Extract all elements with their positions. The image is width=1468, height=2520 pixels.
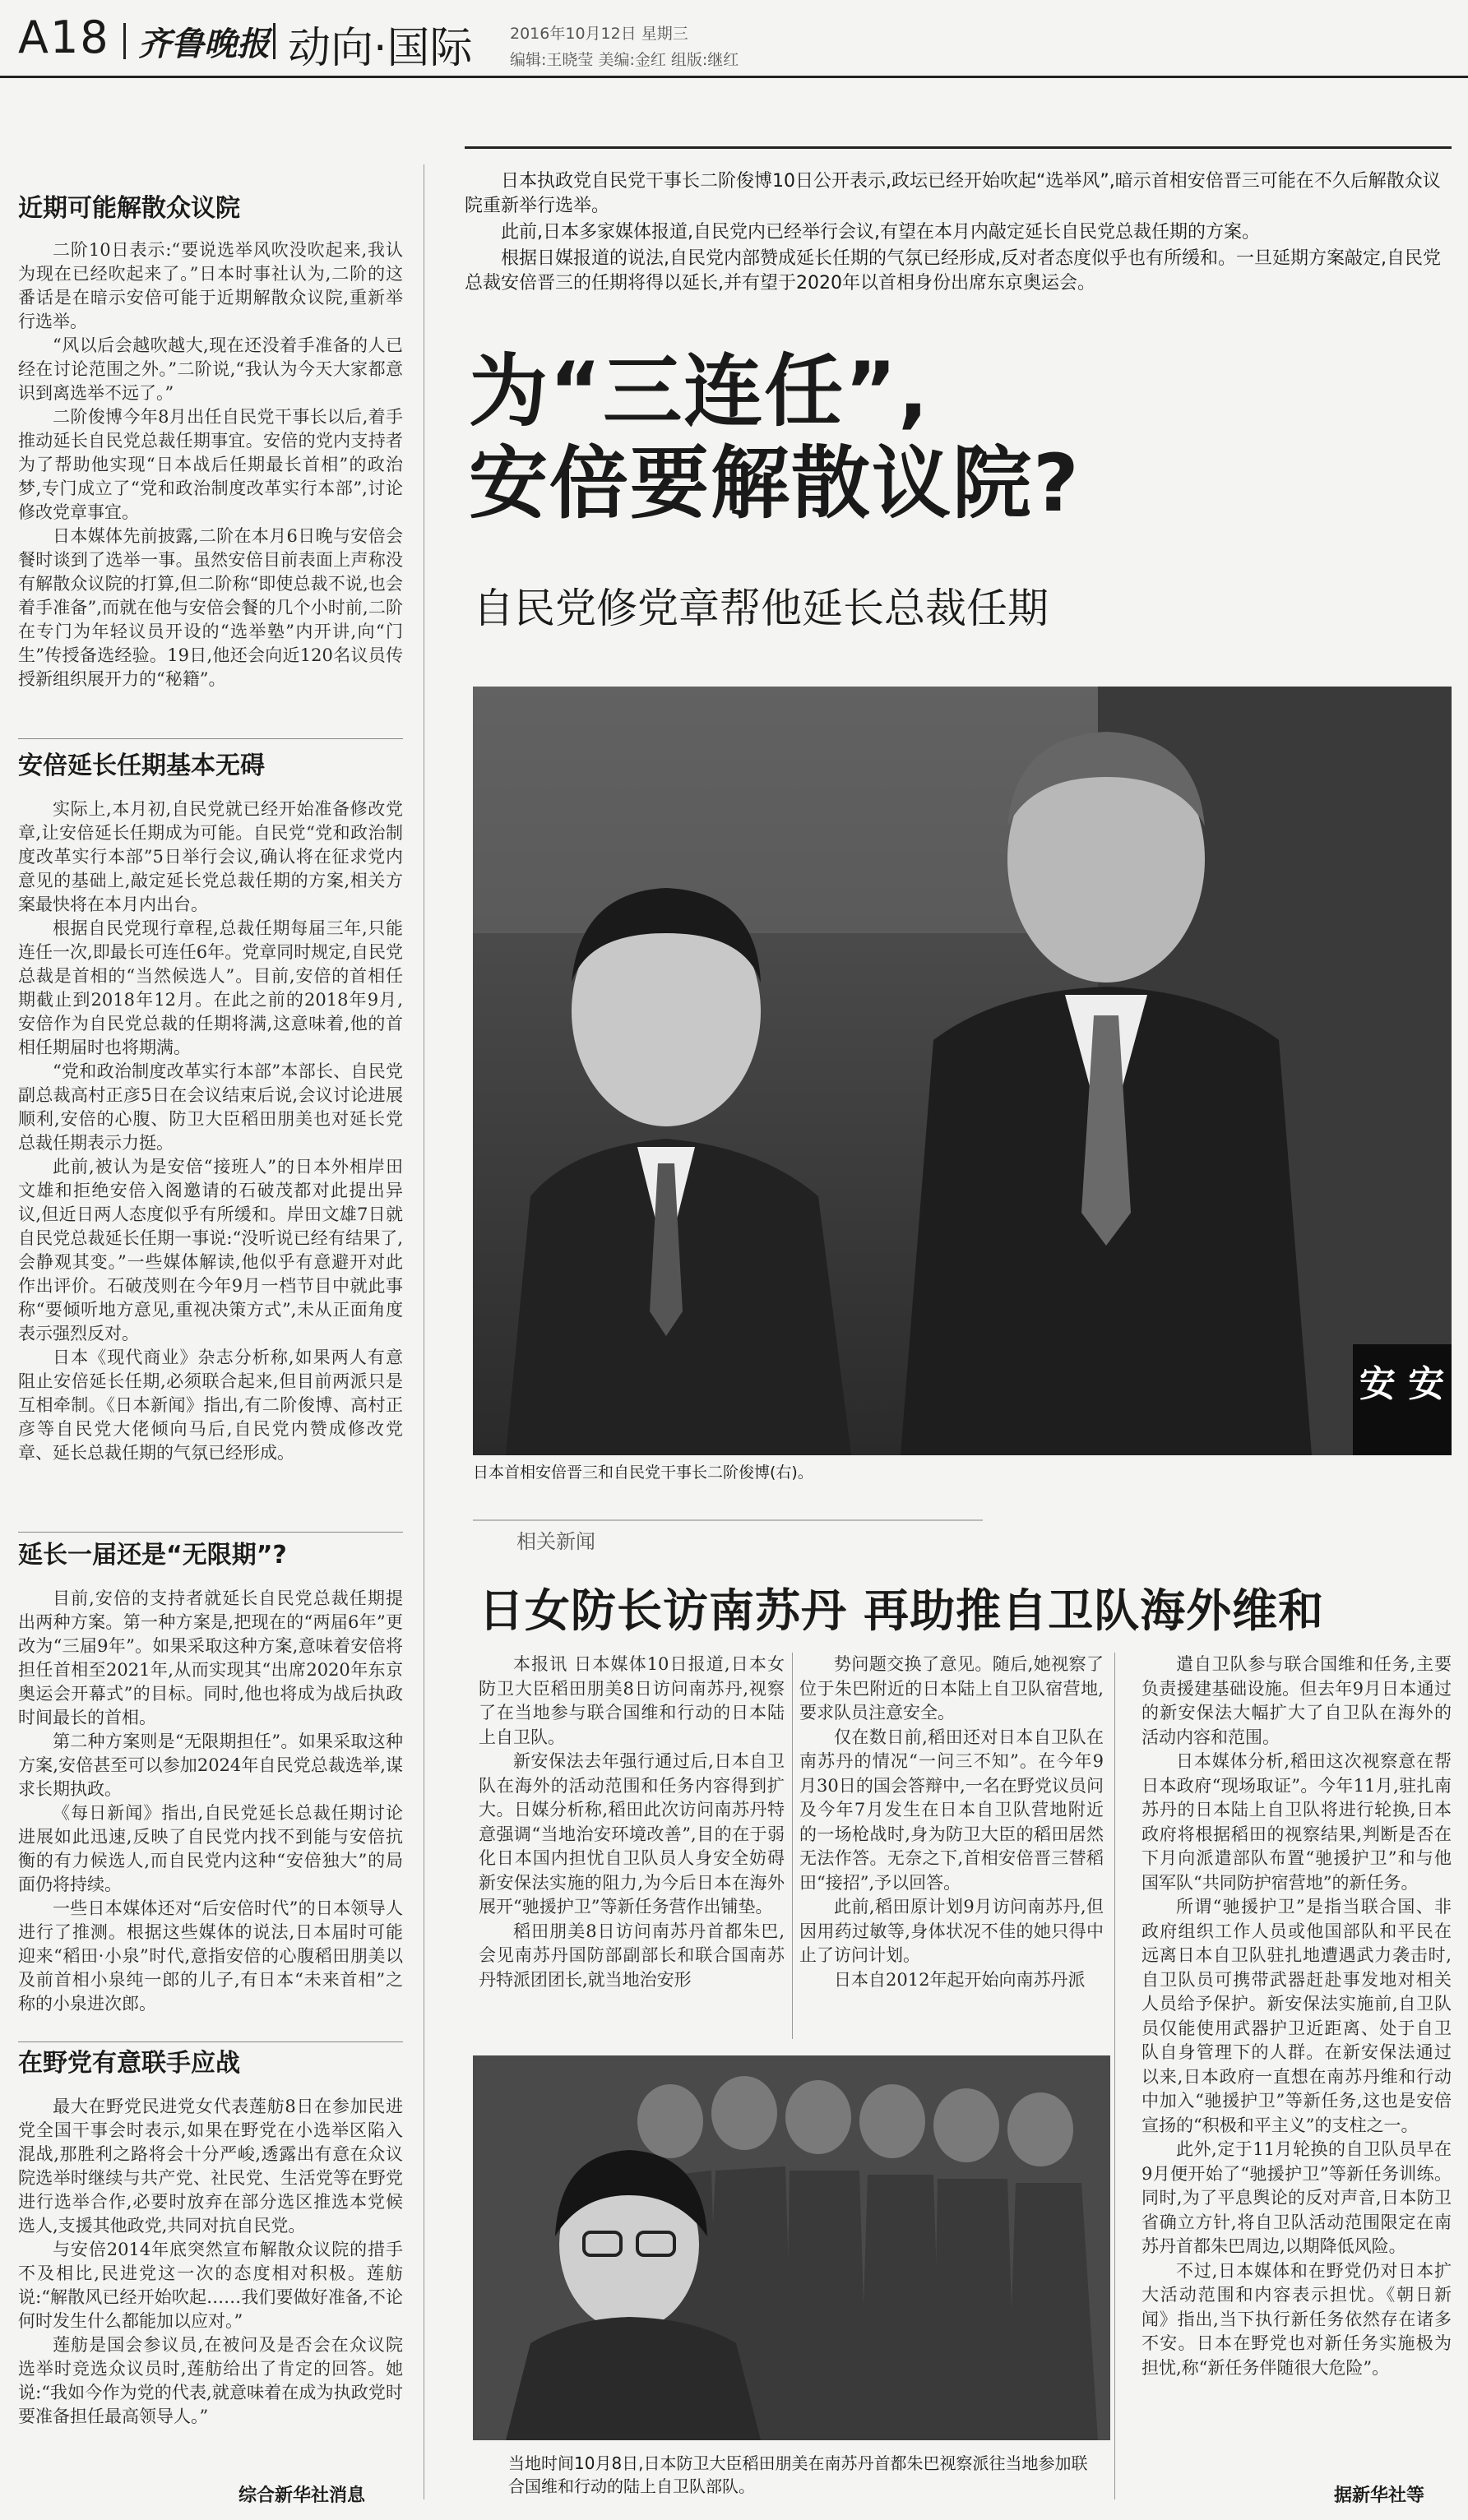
left-section-2: [18, 750, 403, 783]
paragraph: 实际上,本月初,自民党就已经开始准备修改党章,让安倍延长任期成为可能。自民党“党和政治制度改革实行本部”5日举行会议,确认将在征求党内意见的基础上,敲定延长党总裁任期的方案,相关方案最快将在本月内出台。: [18, 799, 403, 914]
masthead-rule: [0, 76, 1468, 78]
related-col-2: [799, 1653, 1104, 2039]
news-photo-abe-nikai: [473, 687, 1452, 1455]
intro-paragraph: 根据日媒报道的说法,自民党内部赞成延长任期的气氛已经形成,反对者态度似乎也有所缓和。一旦延期方案敲定,自民党总裁安倍晋三的任期将得以延长,并有望于2020年以首相身份出席东京奥运会。: [465, 248, 1441, 294]
paragraph: 日本自2012年起开始向南苏丹派: [834, 1969, 1086, 1990]
section-heading: 安倍延长任期基本无碍: [18, 751, 265, 780]
paragraph: 莲舫是国会参议员,在被问及是否会在众议院选举时竞选众议员时,莲舫给出了肯定的回答。她说:“我如今作为党的代表,就意味着在成为执政党时要准备担任最高领导人。”: [18, 2335, 403, 2426]
main-subheadline: 自民党修党章帮他延长总裁任期: [473, 585, 1049, 632]
section-heading: 近期可能解散众议院: [18, 194, 240, 223]
section-heading: 延长一届还是“无限期”?: [18, 1541, 287, 1570]
paragraph: 根据自民党现行章程,总裁任期每届三年,只能连任一次,即最长可连任6年。党章同时规定,自民党总裁是首相的“当然候选人”。目前,安倍的首相任期截止到2018年12月。在此之前的2018年9月,安倍作为自民党总裁的任期将满,这意味着,他的首相任期届时也将期满。: [18, 918, 403, 1057]
photo-caption: 当地时间10月8日,日本防卫大臣稻田朋美在南苏丹首都朱巴视察派往当地参加联合国维和行动的陆上自卫队部队。: [508, 2453, 1088, 2496]
section-title: 动向·国际: [288, 24, 473, 73]
left-section-4-body: [18, 2095, 403, 2477]
masthead: [0, 0, 1468, 76]
intro-paragraph: 此前,日本多家媒体报道,自民党内已经举行会议,有望在本月内敲定延长自民党总裁任期的方案。: [501, 222, 1260, 243]
separator: [18, 2041, 403, 2042]
left-section-1: [18, 192, 403, 225]
paragraph: 一些日本媒体还对“后安倍时代”的日本领导人进行了推测。根据这些媒体的说法,日本届时可能迎来“稻田·小泉”时代,意指安倍的心腹稻田朋美以及前首相小泉纯一郎的儿子,有日本“未来首相”之称的小泉进次郎。: [18, 1898, 403, 2014]
column-divider: [792, 1653, 793, 2039]
main-headline: [469, 345, 1081, 529]
paragraph: 此前,稻田原计划9月访问南苏丹,但因用药过敏等,身体状况不佳的她只得中止了访问计划。: [799, 1897, 1104, 1965]
paragraph: 所谓“驰援护卫”是指当联合国、非政府组织工作人员或他国部队和平民在远离日本自卫队驻扎地遭遇武力袭击时,自卫队员可携带武器赶赴事发地对相关人员给予保护。新安保法实施前,自卫队员仅能使用武器护卫近距离、处于自卫队自身管理下的人群。在新安保法通过以来,日本政府一直想在南苏丹维和行动中加入“驰援护卫”等新任务,这也是安倍宣扬的“积极和平主义”的支柱之一。: [1142, 1897, 1452, 2135]
date-line: 2016年10月12日 星期三: [510, 25, 688, 43]
related-rule: [473, 1519, 983, 1521]
news-photo-inada-troops: [473, 2055, 1110, 2440]
paragraph: 第二种方案则是“无限期担任”。如果采取这种方案,安倍甚至可以参加2024年自民党总裁选举,谋求长期执政。: [18, 1732, 403, 1799]
related-headline: 日女防长访南苏丹 再助推自卫队海外维和: [479, 1584, 1325, 1637]
paragraph: 最大在野党民进党女代表莲舫8日在参加民进党全国干事会时表示,如果在野党在小选举区陷入混战,那胜利之路将会十分严峻,透露出有意在众议院选举时继续与共产党、社民党、生活党等在野党进行选举合作,必要时放弃在部分选区推选本党候选人,支援其他政党,共同对抗自民党。: [18, 2097, 403, 2236]
podium-sign: 安 安: [1359, 1363, 1445, 1405]
photo-illustration: [473, 2055, 1110, 2440]
related-col-1: [479, 1653, 785, 2039]
source-line: 据新华社等: [1334, 2485, 1425, 2506]
intro-paragraph: 日本执政党自民党干事长二阶俊博10日公开表示,政坛已经开始吹起“选举风”,暗示首相安倍晋三可能在不久后解散众议院重新举行选举。: [465, 171, 1441, 216]
paragraph: 此前,被认为是安倍“接班人”的日本外相岸田文雄和拒绝安倍入阁邀请的石破茂都对此提出异议,但近日两人态度似乎有所缓和。岸田文雄7日就自民党总裁延长任期一事说:“没听说已经有结果了,会静观其变。”一些媒体解读,他似乎有意避开对此作出评价。石破茂则在今年9月一档节目中就此事称“要倾听地方意见,重视决策方式”,未从正面角度表示强烈反对。: [18, 1157, 403, 1343]
paragraph: 日本媒体先前披露,二阶在本月6日晚与安倍会餐时谈到了选举一事。虽然安倍目前表面上声称没有解散众议院的打算,但二阶称“即使总裁不说,也会着手准备”,而就在他与安倍会餐的几个小时前,二阶在专门为年轻议员开设的“选举塾”内开讲,向“门生”传授备选经验。19日,他还会向近120名议员传授新组织展开力的“秘籍”。: [18, 526, 403, 689]
paragraph: 稻田朋美8日访问南苏丹首都朱巴,会见南苏丹国防部副部长和联合国南苏丹特派团团长,就当地治安形: [479, 1921, 785, 1990]
paragraph: 二阶10日表示:“要说选举风吹没吹起来,我认为现在已经吹起来了。”日本时事社认为,二阶的这番话是在暗示安倍可能于近期解散众议院,重新举行选举。: [18, 240, 403, 331]
paragraph: “风以后会越吹越大,现在还没着手准备的人已经在讨论范围之外。”二阶说,“我认为今天大家都意识到离选举不远了。”: [18, 335, 403, 403]
divider: [123, 23, 126, 59]
photo-caption: 日本首相安倍晋三和自民党干事长二阶俊博(右)。: [473, 1463, 813, 1482]
photo-illustration: [473, 687, 1452, 1455]
paragraph: 不过,日本媒体和在野党仍对日本扩大活动范围和内容表示担忧。《朝日新闻》指出,当下执行新任务依然存在诸多不安。日本在野党也对新任务实施极为担忧,称“新任务伴随很大危险”。: [1142, 2260, 1452, 2378]
headline-line-2: 安倍要解散议院?: [469, 437, 1081, 529]
paragraph: 遣自卫队参与联合国维和任务,主要负责援建基础设施。但去年9月日本通过的新安保法大幅扩大了自卫队在海外的活动内容和范围。: [1142, 1654, 1452, 1747]
related-news-label: 相关新闻: [516, 1530, 595, 1553]
paragraph: “党和政治制度改革实行本部”本部长、自民党副总裁高村正彦5日在会议结束后说,会议讨论进展顺利,安倍的心腹、防卫大臣稻田朋美也对延长党总裁任期表示力挺。: [18, 1061, 403, 1153]
left-section-2-body: [18, 798, 403, 1529]
intro-rule: [465, 146, 1452, 149]
section-heading: 在野党有意联手应战: [18, 2049, 240, 2078]
page-number: A18: [18, 12, 110, 63]
headline-line-1: 为“三连任”,: [469, 345, 930, 437]
left-section-3: [18, 1539, 403, 1572]
paragraph: 与安倍2014年底突然宣布解散众议院的措手不及相比,民进党这一次的态度相对积极。莲舫说:“解散风已经开始吹起……我们要做好准备,不论何时发生什么都能加以应对。”: [18, 2240, 403, 2331]
separator: [18, 738, 403, 739]
related-col-3: [1142, 1653, 1452, 2475]
paragraph: 本报讯 日本媒体10日报道,日本女防卫大臣稻田朋美8日访问南苏丹,视察了在当地参与联合国维和行动的日本陆上自卫队。: [479, 1654, 785, 1747]
paragraph: 日本《现代商业》杂志分析称,如果两人有意阻止安倍延长任期,必须联合起来,但目前两派只是互相牵制。《日本新闻》指出,有二阶俊博、高村正彦等自民党大佬倾向马后,自民党内赞成修改党章、延长总裁任期的气氛已经形成。: [18, 1348, 403, 1463]
paragraph: 日本媒体分析,稻田这次视察意在帮日本政府“现场取证”。今年11月,驻扎南苏丹的日本陆上自卫队将进行轮换,日本政府将根据稻田的视察结果,判断是否在下月向派遣部队布置“驰援护卫”和与他国军队“共同防护宿营地”的新任务。: [1142, 1751, 1452, 1893]
left-section-4: [18, 2047, 403, 2080]
source-line: 综合新华社消息: [238, 2485, 366, 2506]
paragraph: 二阶俊博今年8月出任自民党干事长以后,着手推动延长自民党总裁任期事宜。安倍的党内支持者为了帮助他实现“日本战后任期最长首相”的政治梦,专门成立了“党和政治制度改革实行本部”,讨论修改党章事宜。: [18, 407, 403, 522]
column-divider: [1114, 1653, 1115, 2499]
left-section-1-body: [18, 238, 403, 732]
paper-name: 齐鲁晚报: [138, 25, 270, 63]
paragraph: 势问题交换了意见。随后,她视察了位于朱巴附近的日本陆上自卫队宿营地,要求队员注意安全。: [799, 1654, 1104, 1722]
paragraph: 仅在数日前,稻田还对日本自卫队在南苏丹的情况“一问三不知”。在今年9月30日的国会答辩中,一名在野党议员问及今年7月发生在日本自卫队营地附近的一场枪战时,身为防卫大臣的稻田居然无法作答。无奈之下,首相安倍晋三替稻田“接招”,予以回答。: [799, 1727, 1104, 1893]
separator: [18, 1532, 403, 1533]
intro: [465, 169, 1452, 298]
editors-line: 编辑:王晓莹 美编:金红 组版:继红: [510, 51, 739, 69]
divider: [273, 23, 276, 59]
paragraph: 新安保法去年强行通过后,日本自卫队在海外的活动范围和任务内容得到扩大。日媒分析称,稻田此次访问南苏丹特意强调“当地治安环境改善”,目的在于弱化日本国内担忧自卫队员人身安全妨碍新安保法实施的阻力,为今后日本在海外展开“驰援护卫”等新任务营作出铺垫。: [479, 1751, 785, 1917]
paragraph: 《每日新闻》指出,自民党延长总裁任期讨论进展如此迅速,反映了自民党内找不到能与安倍抗衡的有力候选人,而自民党内这种“安倍独大”的局面仍将持续。: [18, 1803, 403, 1894]
paragraph: 目前,安倍的支持者就延长自民党总裁任期提出两种方案。第一种方案是,把现在的“两届6年”更改为“三届9年”。如果采取这种方案,意味着安倍将担任首相至2021年,从而实现其“出席2020年东京奥运会开幕式”的目标。同时,他也将成为战后执政时间最长的首相。: [18, 1588, 403, 1727]
left-section-3-body: [18, 1587, 403, 2047]
paragraph: 此外,定于11月轮换的自卫队员早在9月便开始了“驰援护卫”等新任务训练。同时,为了平息舆论的反对声音,日本防卫省确立方针,将自卫队活动范围限定在南苏丹首都朱巴周边,以期降低风险。: [1142, 2139, 1452, 2256]
